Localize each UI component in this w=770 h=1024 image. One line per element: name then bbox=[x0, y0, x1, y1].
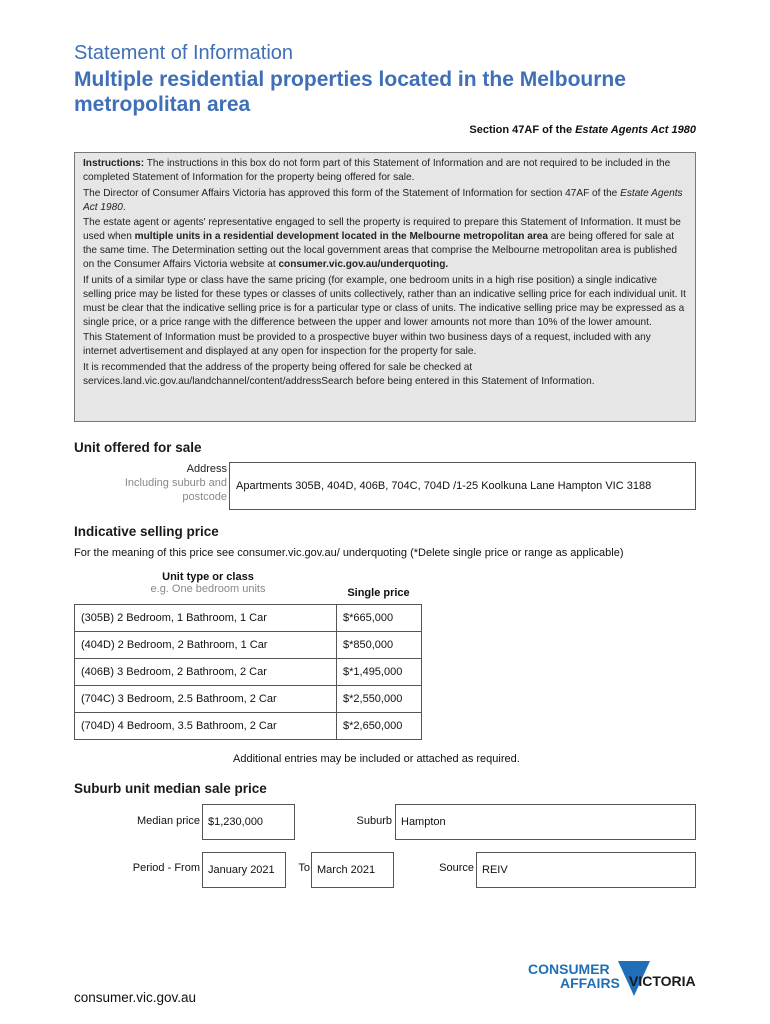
address-label-line3: postcode bbox=[182, 491, 227, 503]
address-label-line2: Including suburb and bbox=[124, 477, 227, 489]
indicative-heading: Indicative selling price bbox=[74, 524, 219, 539]
indicative-meaning-note: For the meaning of this price see consumer.vic.gov.au/ underquoting (*Delete single price or range as applicable) bbox=[74, 547, 624, 559]
unit-offered-heading: Unit offered for sale bbox=[74, 440, 202, 455]
logo-line1: CONSUMER bbox=[528, 961, 610, 977]
instructions-p2-act: Estate Agents Act 1980 bbox=[83, 187, 683, 213]
unit-type-cell[interactable]: (305B) 2 Bedroom, 1 Bathroom, 1 Car bbox=[75, 605, 337, 632]
table-row bbox=[75, 686, 422, 713]
single-price-cell[interactable]: $*2,550,000 bbox=[337, 686, 422, 713]
unit-type-cell[interactable]: (704D) 4 Bedroom, 3.5 Bathroom, 2 Car bbox=[75, 713, 337, 740]
period-to-field[interactable]: March 2021 bbox=[311, 852, 394, 888]
median-price-label: Median price bbox=[137, 815, 200, 827]
median-heading: Suburb unit median sale price bbox=[74, 781, 267, 796]
col-price-title: Single price bbox=[347, 587, 410, 599]
section-reference bbox=[469, 124, 696, 136]
instructions-label: Instructions: bbox=[83, 158, 145, 169]
unit-type-cell[interactable]: (704C) 3 Bedroom, 2.5 Bathroom, 2 Car bbox=[75, 686, 337, 713]
period-to-label: To bbox=[298, 862, 310, 874]
logo-line3: VICTORIA bbox=[629, 973, 696, 989]
form-title: Statement of Information bbox=[74, 42, 294, 64]
instructions-p3 bbox=[83, 216, 687, 272]
instructions-p1-text: The instructions in this box do not form part of this Statement of Information and are not required to be included in the completed Statement of Information for the property being offered for sale. bbox=[83, 158, 671, 183]
col-unit-hint: e.g. One bedroom units bbox=[150, 583, 266, 595]
instructions-p3-b: multiple units in a residential development located in the Melbourne metropolitan area bbox=[134, 231, 548, 242]
table-row bbox=[75, 659, 422, 686]
instructions-p2-end: . bbox=[122, 201, 126, 213]
address-label bbox=[100, 462, 227, 504]
instructions-p2-text: The Director of Consumer Affairs Victoria has approved this form of the Statement of Information for section 47AF of the bbox=[83, 187, 621, 199]
instructions-p4: If units of a similar type or class have the same pricing (for example, one bedroom units in a high rise position) a single indicative selling price may be listed for these types or classes of units collectively, rather than an indicative selling price for each individual unit. It must be clear that the indicative selling price is for a particular type or class of units. The indicative selling price may be expressed as a single price, or a price range with the difference between the upper and lower amounts not more than 10% of the lower amount. bbox=[83, 274, 686, 328]
section-prefix: Section 47AF of the bbox=[469, 124, 576, 136]
single-price-cell[interactable]: $*1,495,000 bbox=[337, 659, 422, 686]
table-row bbox=[75, 632, 422, 659]
suburb-field[interactable]: Hampton bbox=[395, 804, 696, 840]
col-price-header bbox=[336, 587, 421, 599]
instructions-p2 bbox=[83, 187, 687, 215]
median-price-field[interactable]: $1,230,000 bbox=[202, 804, 295, 840]
unit-type-cell[interactable]: (406B) 3 Bedroom, 2 Bathroom, 2 Car bbox=[75, 659, 337, 686]
instructions-p3-c: are being offered for sale at the same time. The Determination setting out the local government areas that comprise the Melbourne metropolitan area is published on the Consumer Affairs Victoria website at bbox=[83, 231, 677, 270]
col-unit-title: Unit type or class bbox=[162, 571, 254, 583]
section-act: Estate Agents Act 1980 bbox=[575, 124, 696, 136]
address-field[interactable]: Apartments 305B, 404D, 406B, 704C, 704D /1-25 Koolkuna Lane Hampton VIC 3188 bbox=[229, 462, 696, 510]
instructions-p1 bbox=[83, 157, 687, 185]
instructions-p3-a: The estate agent or agents' representative engaged to sell the property is required to prepare this Statement of Information. It must be used when bbox=[83, 217, 681, 242]
form-subtitle: Multiple residential properties located in the Melbourne metropolitan area bbox=[74, 68, 626, 116]
table-row bbox=[75, 713, 422, 740]
suburb-label: Suburb bbox=[356, 815, 392, 827]
instructions-p6: It is recommended that the address of the property being offered for sale be checked at services.land.vic.gov.au/landchannel/content/addressSearch before being entered in this Statement of Information. bbox=[83, 361, 595, 387]
single-price-cell[interactable]: $*850,000 bbox=[337, 632, 422, 659]
footer-url[interactable]: consumer.vic.gov.au bbox=[74, 990, 197, 1005]
underquoting-link[interactable]: consumer.vic.gov.au/underquoting. bbox=[278, 259, 449, 270]
unit-type-cell[interactable]: (404D) 2 Bedroom, 2 Bathroom, 1 Car bbox=[75, 632, 337, 659]
consumer-affairs-victoria-logo bbox=[528, 958, 708, 1004]
single-price-cell[interactable]: $*665,000 bbox=[337, 605, 422, 632]
period-from-label: Period - From bbox=[132, 862, 200, 874]
price-table bbox=[74, 604, 422, 740]
single-price-cell[interactable]: $*2,650,000 bbox=[337, 713, 422, 740]
source-field[interactable]: REIV bbox=[476, 852, 696, 888]
instructions-box bbox=[74, 152, 696, 422]
period-from-field[interactable]: January 2021 bbox=[202, 852, 286, 888]
instructions-p5: This Statement of Information must be provided to a prospective buyer within two business days of a request, included with any internet advertisement and displayed at any open for inspection for the property for sale. bbox=[83, 332, 651, 357]
table-row bbox=[75, 605, 422, 632]
col-unit-header bbox=[120, 571, 296, 595]
additional-entries-note: Additional entries may be included or attached as required. bbox=[233, 753, 520, 765]
address-label-line1: Address bbox=[186, 463, 227, 475]
logo-line2: AFFAIRS bbox=[560, 975, 620, 991]
source-label: Source bbox=[439, 862, 474, 874]
